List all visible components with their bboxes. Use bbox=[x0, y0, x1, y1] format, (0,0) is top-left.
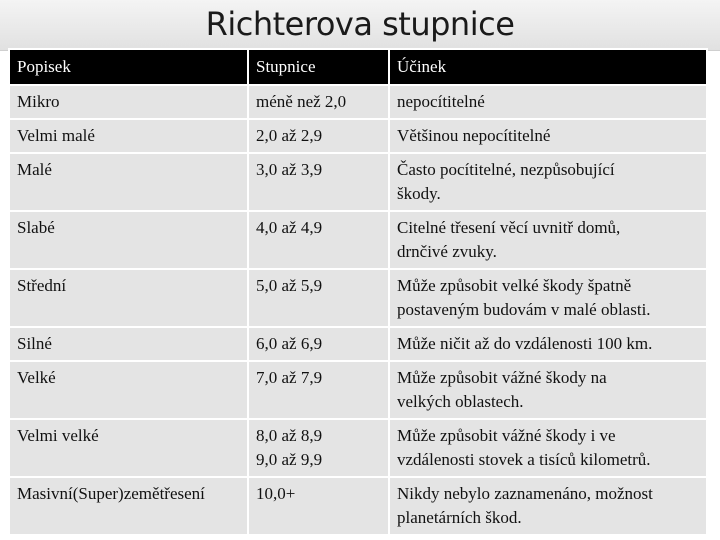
cell-popisek: Malé bbox=[9, 153, 248, 211]
table-row bbox=[9, 153, 707, 211]
ucinek-line: Často pocítitelné, nezpůsobující bbox=[397, 160, 615, 179]
cell-ucinek bbox=[389, 269, 707, 327]
cell-popisek: Velké bbox=[9, 361, 248, 419]
cell-ucinek bbox=[389, 327, 707, 361]
table-row bbox=[9, 119, 707, 153]
stupnice-line: 4,0 až 4,9 bbox=[256, 218, 323, 237]
cell-stupnice bbox=[248, 477, 389, 535]
cell-ucinek bbox=[389, 153, 707, 211]
table-row bbox=[9, 269, 707, 327]
ucinek-line: Nikdy nebylo zaznamenáno, možnost bbox=[397, 484, 653, 503]
stupnice-line: méně než 2,0 bbox=[256, 92, 347, 111]
cell-ucinek bbox=[389, 419, 707, 477]
cell-ucinek bbox=[389, 477, 707, 535]
slide-title: Richterova stupnice bbox=[205, 5, 515, 43]
title-bar bbox=[0, 0, 720, 51]
table-row bbox=[9, 361, 707, 419]
column-header-stupnice: Stupnice bbox=[248, 49, 389, 85]
cell-popisek: Střední bbox=[9, 269, 248, 327]
column-header-ucinek: Účinek bbox=[389, 49, 707, 85]
cell-stupnice bbox=[248, 419, 389, 477]
stupnice-line: 7,0 až 7,9 bbox=[256, 368, 323, 387]
table-row bbox=[9, 85, 707, 119]
stupnice-line: 8,0 až 8,9 bbox=[256, 426, 323, 445]
stupnice-line: 6,0 až 6,9 bbox=[256, 334, 323, 353]
ucinek-line: Může způsobit vážné škody na bbox=[397, 368, 607, 387]
cell-ucinek bbox=[389, 361, 707, 419]
table-row bbox=[9, 477, 707, 535]
table-header-row bbox=[9, 49, 707, 85]
cell-popisek: Silné bbox=[9, 327, 248, 361]
stupnice-line: 2,0 až 2,9 bbox=[256, 126, 323, 145]
ucinek-line: drnčivé zvuky. bbox=[397, 242, 497, 261]
ucinek-line: postaveným budovám v malé oblasti. bbox=[397, 300, 651, 319]
table-row bbox=[9, 211, 707, 269]
ucinek-line: Většinou nepocítitelné bbox=[397, 126, 551, 145]
ucinek-line: Může způsobit vážné škody i ve bbox=[397, 426, 616, 445]
cell-stupnice bbox=[248, 269, 389, 327]
ucinek-line: nepocítitelné bbox=[397, 92, 485, 111]
ucinek-line: vzdálenosti stovek a tisíců kilometrů. bbox=[397, 450, 651, 469]
cell-popisek: Masivní(Super)zemětřesení bbox=[9, 477, 248, 535]
ucinek-line: velkých oblastech. bbox=[397, 392, 524, 411]
column-header-popisek: Popisek bbox=[9, 49, 248, 85]
cell-stupnice bbox=[248, 361, 389, 419]
cell-popisek: Velmi velké bbox=[9, 419, 248, 477]
cell-ucinek bbox=[389, 85, 707, 119]
cell-ucinek bbox=[389, 211, 707, 269]
table-row bbox=[9, 419, 707, 477]
stupnice-line: 3,0 až 3,9 bbox=[256, 160, 323, 179]
ucinek-line: Může způsobit velké škody špatně bbox=[397, 276, 632, 295]
cell-stupnice bbox=[248, 85, 389, 119]
stupnice-line: 9,0 až 9,9 bbox=[256, 450, 323, 469]
cell-popisek: Velmi malé bbox=[9, 119, 248, 153]
cell-stupnice bbox=[248, 327, 389, 361]
ucinek-line: Citelné třesení věcí uvnitř domů, bbox=[397, 218, 621, 237]
cell-stupnice bbox=[248, 119, 389, 153]
ucinek-line: planetárních škod. bbox=[397, 508, 522, 527]
stupnice-line: 5,0 až 5,9 bbox=[256, 276, 323, 295]
cell-ucinek bbox=[389, 119, 707, 153]
ucinek-line: škody. bbox=[397, 184, 441, 203]
richter-scale-table bbox=[8, 48, 708, 536]
cell-popisek: Mikro bbox=[9, 85, 248, 119]
cell-popisek: Slabé bbox=[9, 211, 248, 269]
cell-stupnice bbox=[248, 153, 389, 211]
stupnice-line: 10,0+ bbox=[256, 484, 296, 503]
cell-stupnice bbox=[248, 211, 389, 269]
ucinek-line: Může ničit až do vzdálenosti 100 km. bbox=[397, 334, 653, 353]
table-row bbox=[9, 327, 707, 361]
